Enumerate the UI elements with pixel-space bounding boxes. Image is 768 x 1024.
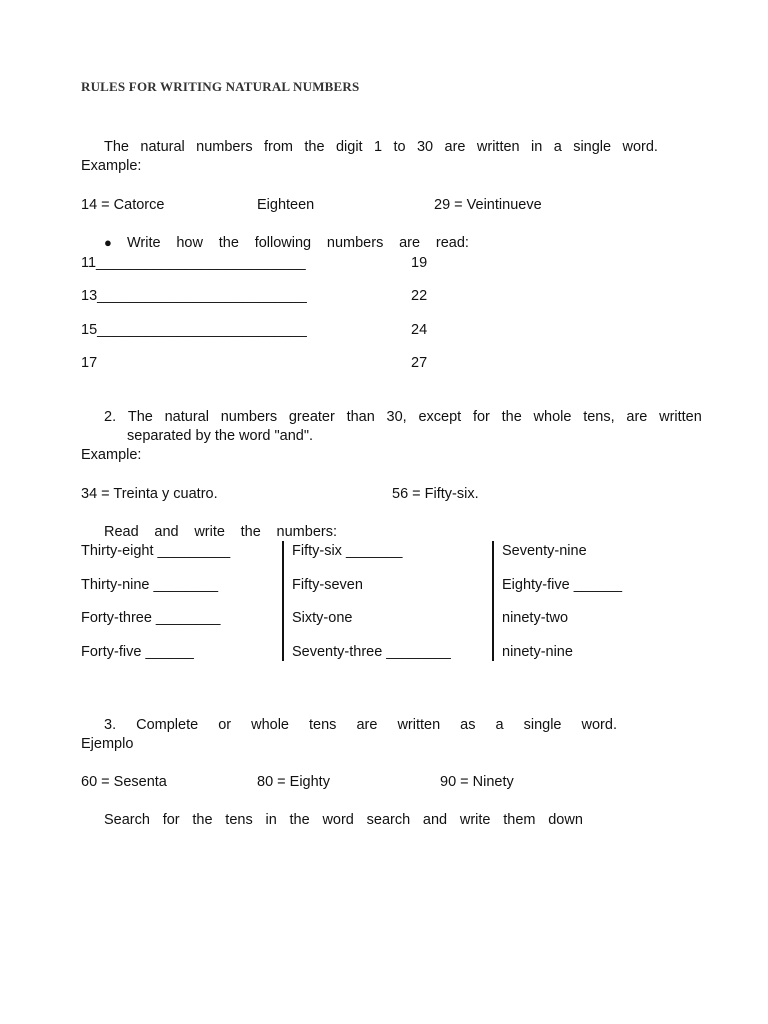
answer-line[interactable]: Fifty-six _______ — [292, 543, 403, 559]
word: are — [444, 139, 466, 155]
answer-line[interactable]: Thirty-nine ________ — [81, 577, 219, 593]
word: Write — [127, 235, 161, 251]
rule3-example-1: 60 = Sesenta — [81, 774, 167, 790]
word: the — [240, 524, 261, 540]
rule3-exercise — [104, 811, 583, 829]
answer-line[interactable]: Seventy-three ________ — [292, 644, 451, 660]
word: tens — [309, 717, 337, 733]
answer-line-27[interactable]: 27 — [411, 355, 428, 371]
word: them — [503, 812, 536, 828]
word: digit — [335, 139, 363, 155]
word: tens, — [583, 409, 615, 425]
word: 30 — [416, 139, 434, 155]
word: the — [289, 812, 310, 828]
answer-line-17[interactable]: 17 — [81, 355, 98, 371]
answer-line[interactable]: Fifty-seven — [292, 577, 363, 593]
answer-line-11[interactable]: 11__________________________ — [81, 255, 306, 271]
answer-line-19[interactable]: 19 — [411, 255, 428, 271]
word: the — [218, 235, 239, 251]
rule1-example-3: 29 = Veintinueve — [434, 197, 542, 213]
answer-line-22[interactable]: 22 — [411, 288, 428, 304]
word: and — [154, 524, 179, 540]
word: for — [162, 812, 180, 828]
word: than — [346, 409, 375, 425]
column-divider — [492, 541, 494, 661]
rule3-example-3: 90 = Ninety — [440, 774, 514, 790]
rule1-exercise — [127, 234, 469, 252]
word: whole — [533, 409, 572, 425]
word: are — [399, 235, 421, 251]
word: natural — [140, 139, 185, 155]
word: word. — [622, 139, 658, 155]
answer-line[interactable]: Eighty-five ______ — [502, 577, 623, 593]
word: numbers — [326, 235, 384, 251]
word: word — [322, 812, 354, 828]
word: for — [472, 409, 490, 425]
word: are — [356, 717, 378, 733]
word: tens — [225, 812, 253, 828]
word: to — [393, 139, 406, 155]
answer-line[interactable]: ninety-two — [502, 610, 569, 626]
word: whole — [251, 717, 289, 733]
word: greater — [288, 409, 335, 425]
word: the — [192, 812, 213, 828]
answer-line[interactable]: Thirty-eight _________ — [81, 543, 231, 559]
rule3-line1 — [104, 716, 617, 734]
word: from — [263, 139, 293, 155]
word: following — [254, 235, 312, 251]
word: or — [218, 717, 232, 733]
word: read: — [435, 235, 469, 251]
word: in — [531, 139, 543, 155]
word: numbers — [220, 409, 278, 425]
word: as — [460, 717, 476, 733]
column-divider — [282, 541, 284, 661]
word: the — [304, 139, 325, 155]
rule2-exercise — [104, 523, 337, 541]
word: written — [397, 717, 441, 733]
answer-line-24[interactable]: 24 — [411, 322, 428, 338]
word: 3. — [104, 717, 117, 733]
answer-line[interactable]: Seventy-nine — [502, 543, 587, 559]
rule1-example-label: Example: — [81, 158, 142, 174]
rule1-example-2: Eighteen — [257, 197, 315, 213]
word: written — [659, 409, 702, 425]
word: 1 — [373, 139, 383, 155]
rule1-example-1: 14 = Catorce — [81, 197, 165, 213]
word: word. — [581, 717, 617, 733]
word: single — [523, 717, 562, 733]
word: the — [501, 409, 522, 425]
word: written — [476, 139, 520, 155]
rule2-example-1: 34 = Treinta y cuatro. — [81, 486, 218, 502]
answer-line[interactable]: Forty-three ________ — [81, 610, 221, 626]
answer-line[interactable]: ninety-nine — [502, 644, 573, 660]
word: in — [265, 812, 277, 828]
rule2-example-2: 56 = Fifty-six. — [392, 486, 479, 502]
word: how — [176, 235, 203, 251]
word: Search — [104, 812, 150, 828]
answer-line[interactable]: Forty-five ______ — [81, 644, 194, 660]
rule3-example-label: Ejemplo — [81, 736, 134, 752]
rule3-example-2: 80 = Eighty — [257, 774, 330, 790]
word: Complete — [136, 717, 199, 733]
word: except — [418, 409, 462, 425]
word: natural — [164, 409, 209, 425]
word: 30, — [386, 409, 407, 425]
word: and — [422, 812, 448, 828]
rule2-line1 — [104, 408, 702, 426]
word: down — [548, 812, 583, 828]
word: numbers — [196, 139, 253, 155]
answer-line[interactable]: Sixty-one — [292, 610, 353, 626]
word: The — [104, 139, 129, 155]
word: numbers: — [276, 524, 337, 540]
rule1-intro — [104, 138, 658, 156]
bullet-icon: ● — [104, 235, 112, 250]
word: a — [553, 139, 562, 155]
word: a — [495, 717, 504, 733]
word: single — [573, 139, 612, 155]
rule2-example-label: Example: — [81, 447, 142, 463]
word: are — [626, 409, 648, 425]
word: Read — [104, 524, 139, 540]
word: write — [459, 812, 491, 828]
word: 2. — [104, 409, 117, 425]
word: write — [194, 524, 225, 540]
word: The — [127, 409, 153, 425]
page-title: RULES FOR WRITING NATURAL NUMBERS — [81, 79, 360, 94]
word: search — [366, 812, 411, 828]
answer-line-15[interactable]: 15__________________________ — [81, 322, 307, 338]
rule2-line2: separated by the word "and". — [127, 428, 314, 444]
answer-line-13[interactable]: 13__________________________ — [81, 288, 307, 304]
